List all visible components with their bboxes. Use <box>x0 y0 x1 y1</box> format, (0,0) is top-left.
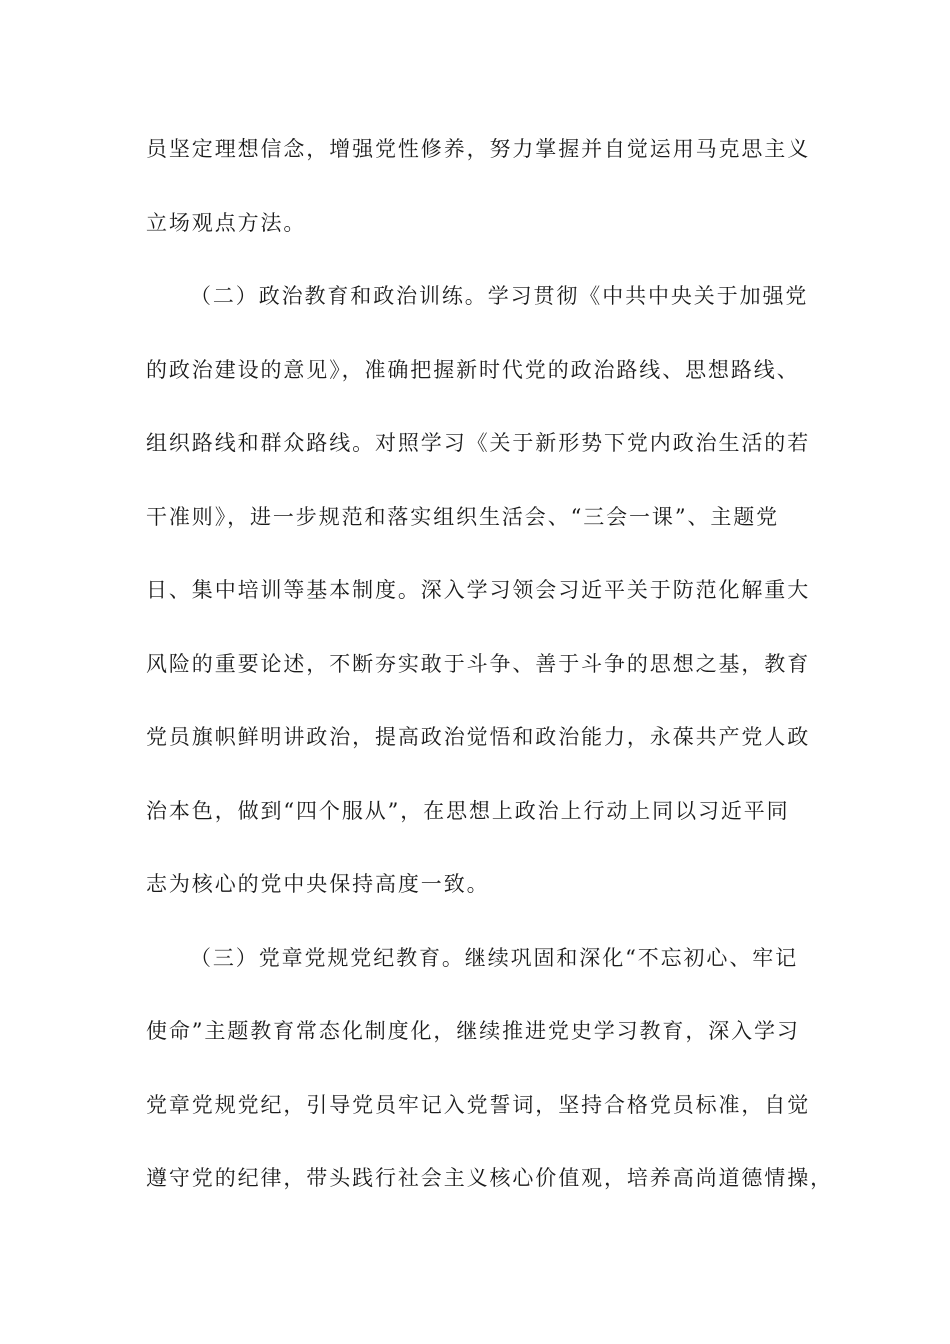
text-line: 党章党规党纪，引导党员牢记入党誓词，坚持合格党员标准，自觉 <box>146 1092 811 1117</box>
section-heading-line: （二）政治教育和政治训练。学习贯彻《中共中央关于加强党 <box>190 284 809 308</box>
text-line: 的政治建设的意见》，准确把握新时代党的政治路线、思想路线、 <box>146 357 800 382</box>
text-line: 志为核心的党中央保持高度一致。 <box>146 872 490 896</box>
text-line: 干准则》，进一步规范和落实组织生活会、“三会一课”、主题党 <box>146 504 780 529</box>
section-heading-line: （三）党章党规党纪教育。继续巩固和深化“不忘初心、牢记 <box>190 945 799 970</box>
text-line: 遵守党的纪律，带头践行社会主义核心价值观，培养高尚道德情操， <box>146 1166 833 1190</box>
text-line: 日、集中培训等基本制度。深入学习领会习近平关于防范化解重大 <box>146 578 811 602</box>
text-line: 立场观点方法。 <box>146 210 307 235</box>
text-line: 党员旗帜鲜明讲政治，提高政治觉悟和政治能力，永葆共产党人政 <box>146 725 811 749</box>
text-line: 风险的重要论述，不断夯实敢于斗争、善于斗争的思想之基，教育 <box>146 651 811 676</box>
text-line: 使命”主题教育常态化制度化，继续推进党史学习教育，深入学习 <box>146 1019 800 1043</box>
document-body <box>146 131 833 1234</box>
text-line: 治本色，做到“四个服从”，在思想上政治上行动上同以习近平同 <box>146 798 790 823</box>
text-line: 组织路线和群众路线。对照学习《关于新形势下党内政治生活的若 <box>146 431 811 455</box>
text-line: 员坚定理想信念，增强党性修养，努力掌握并自觉运用马克思主义 <box>146 137 811 161</box>
